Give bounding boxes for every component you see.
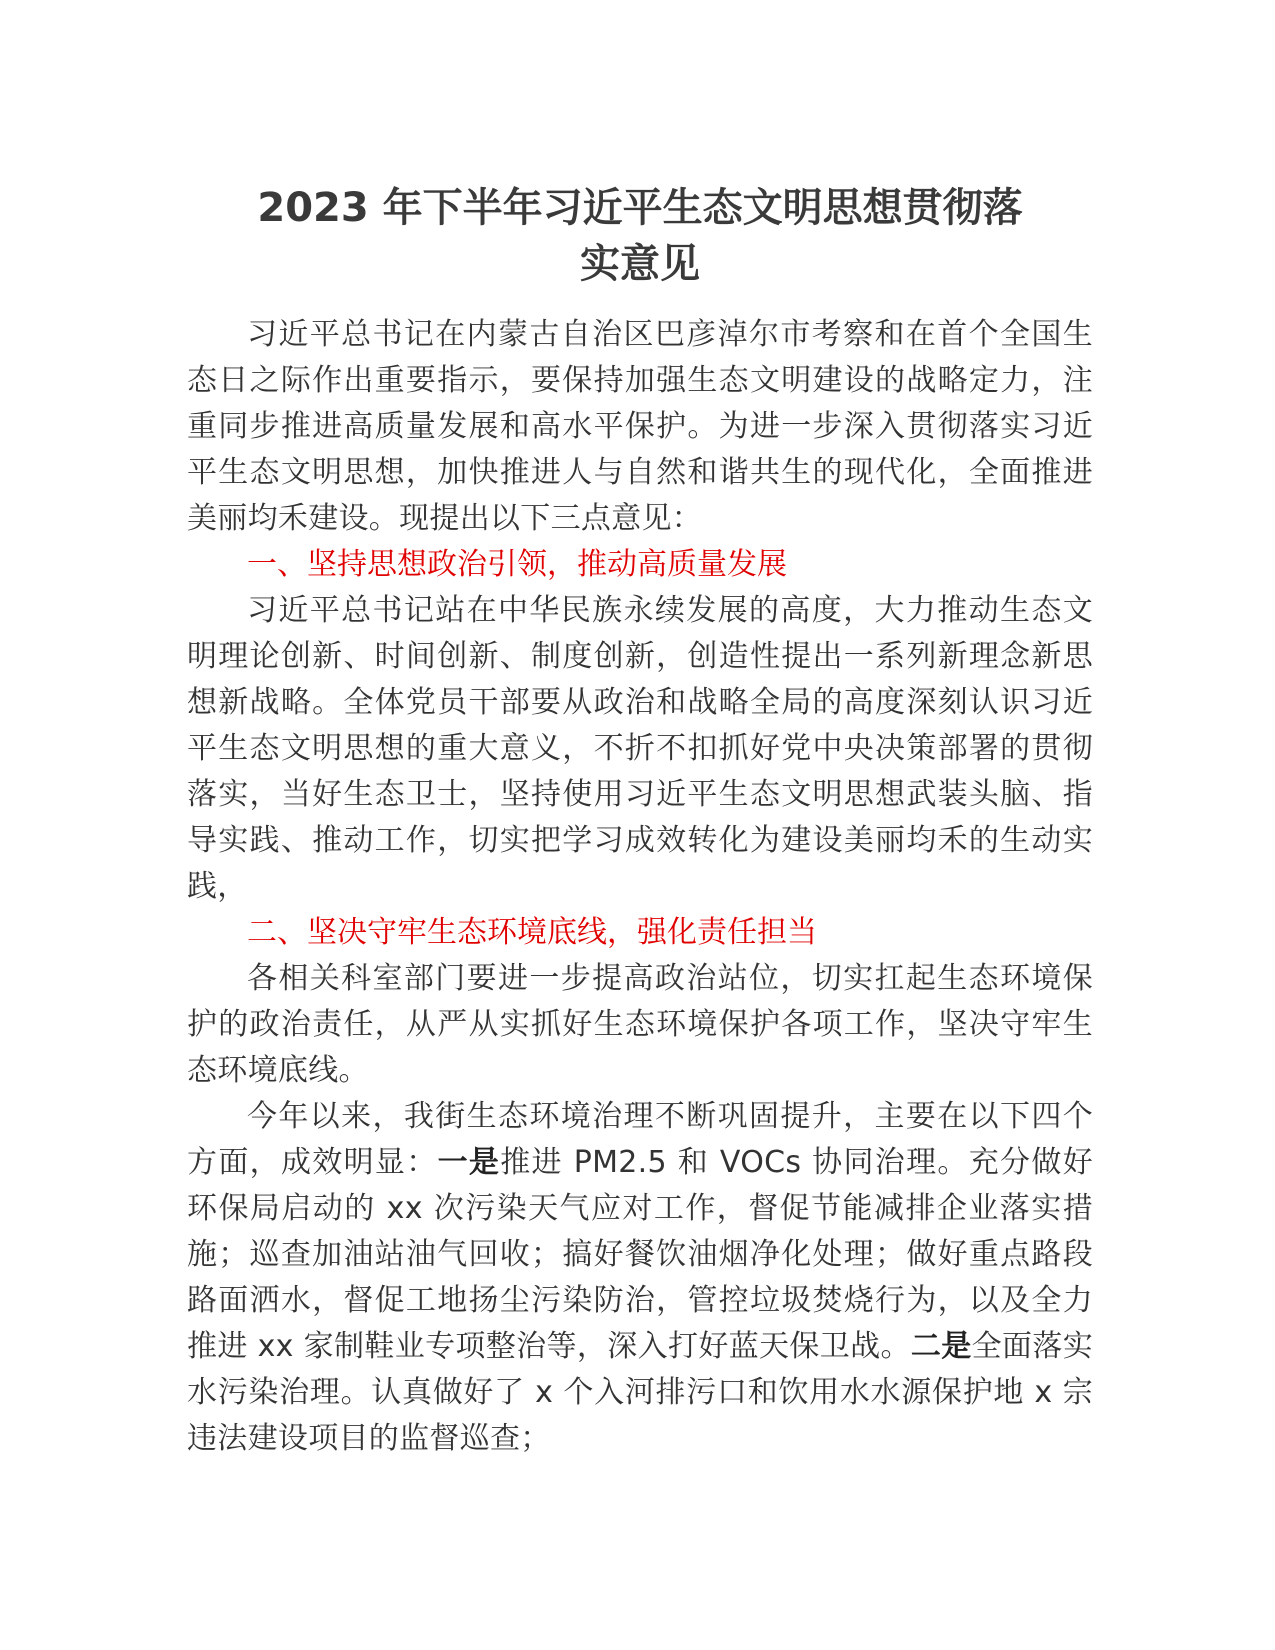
section-2-paragraph: 各相关科室部门要进一步提高政治站位，切实扛起生态环境保护的政治责任，从严从实抓好生态环境保护各项工作，坚决守牢生态环境底线。 xyxy=(187,961,1093,1088)
achievements-intro: 今年以来，我街生态环境治理不断巩固提升，主要在以下四个方面，成效明显： xyxy=(187,1099,1093,1180)
section-heading-1: 一、坚持思想政治引领，推动高质量发展 xyxy=(247,547,787,582)
document-page xyxy=(187,180,1093,1462)
title-line-2: 实意见 xyxy=(580,241,700,287)
title-line-1: 2023 年下半年习近平生态文明思想贯彻落 xyxy=(257,185,1023,231)
lead-point-1: 一是 xyxy=(437,1145,501,1180)
document-title xyxy=(187,180,1093,292)
lead-point-2: 二是 xyxy=(910,1329,972,1364)
section-heading-2: 二、坚决守牢生态环境底线，强化责任担当 xyxy=(247,915,817,950)
intro-paragraph: 习近平总书记在内蒙古自治区巴彦淖尔市考察和在首个全国生态日之际作出重要指示，要保持加强生态文明建设的战略定力，注重同步推进高质量发展和高水平保护。为进一步深入贯彻落实习近平生态文明思想，加快推进人与自然和谐共生的现代化，全面推进美丽均禾建设。现提出以下三点意见： xyxy=(187,317,1093,536)
section-2-achievements-paragraph xyxy=(187,1094,1093,1462)
section-1-paragraph: 习近平总书记站在中华民族永续发展的高度，大力推动生态文明理论创新、时间创新、制度创新，创造性提出一系列新理念新思想新战略。全体党员干部要从政治和战略全局的高度深刻认识习近平生态文明思想的重大意义，不折不扣抓好党中央决策部署的贯彻落实，当好生态卫士，坚持使用习近平生态文明思想武装头脑、指导实践、推动工作，切实把学习成效转化为建设美丽均禾的生动实践， xyxy=(187,593,1093,904)
achievement-1-text: 推进 PM2.5 和 VOCs 协同治理。充分做好环保局启动的 xx 次污染天气应对工作，督促节能减排企业落实措施；巡查加油站油气回收；搞好餐饮油烟净化处理；做好重点路段路面洒水，督促工地扬尘污染防治，管控垃圾焚烧行为，以及全力推进 xx 家制鞋业专项整治等，深入打好蓝天保卫战。 xyxy=(187,1145,1093,1364)
achievement-2-text: 全面落实水污染治理。认真做好了 x 个入河排污口和饮用水水源保护地 x 宗违法建设项目的监督巡查； xyxy=(187,1329,1093,1456)
